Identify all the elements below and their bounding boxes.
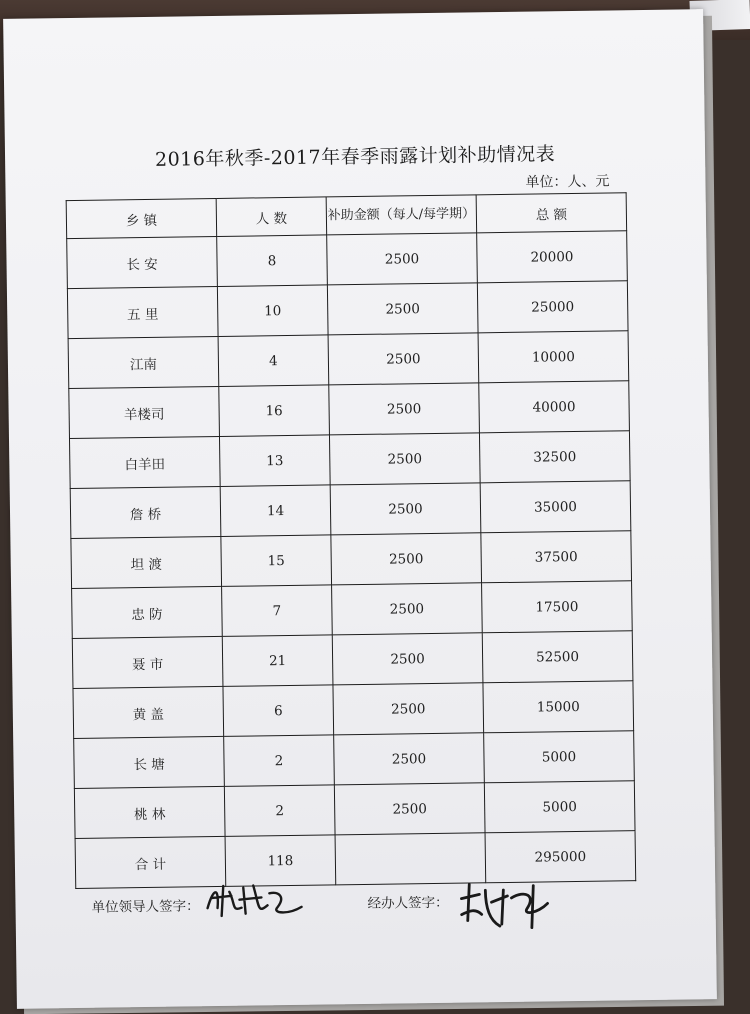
cell-count: 6 [223, 685, 334, 737]
table-row [71, 531, 632, 589]
cell-town: 五 里 [67, 286, 218, 338]
total-label: 合 计 [75, 836, 226, 888]
cell-total: 32500 [479, 431, 630, 483]
cell-count: 21 [222, 635, 333, 687]
total-count: 118 [225, 835, 336, 887]
cell-total: 15000 [483, 681, 634, 733]
cell-town: 聂 市 [72, 636, 223, 688]
cell-total: 35000 [480, 481, 631, 533]
cell-amount: 2500 [332, 583, 483, 635]
cell-total: 5000 [484, 731, 635, 783]
cell-count: 4 [218, 335, 329, 387]
cell-count: 7 [222, 585, 333, 637]
cell-town: 詹 桥 [70, 486, 221, 538]
cell-town: 羊楼司 [69, 386, 220, 438]
cell-town: 忠 防 [72, 586, 223, 638]
cell-town: 白羊田 [69, 436, 220, 488]
cell-amount: 2500 [333, 683, 484, 735]
cell-count: 13 [219, 435, 330, 487]
header-count: 人 数 [216, 197, 327, 237]
table-row [67, 231, 628, 289]
cell-total: 20000 [477, 231, 628, 283]
document-page [3, 9, 717, 1009]
table-row [72, 631, 633, 689]
table-row [67, 281, 628, 339]
cell-town: 江南 [68, 336, 219, 388]
table-row [68, 331, 629, 389]
cell-amount: 2500 [328, 333, 479, 385]
cell-town: 长 安 [67, 236, 218, 288]
cell-total: 5000 [484, 781, 635, 833]
header-total: 总 额 [476, 193, 627, 233]
cell-count: 16 [219, 385, 330, 437]
leader-signature-scrawl [201, 877, 312, 923]
table-row [69, 381, 630, 439]
cell-amount: 2500 [327, 283, 478, 335]
total-amount [335, 833, 486, 885]
cell-town: 长 塘 [74, 736, 225, 788]
cell-amount: 2500 [327, 233, 478, 285]
unit-label: 单位：人、元 [525, 173, 610, 191]
cell-count: 14 [220, 485, 331, 537]
table-row [72, 581, 633, 639]
table-row [70, 481, 631, 539]
table-row [69, 431, 630, 489]
table-row [74, 731, 635, 789]
handler-signature-scrawl [455, 879, 556, 932]
cell-amount: 2500 [329, 433, 480, 485]
cell-amount: 2500 [329, 383, 480, 435]
cell-total: 52500 [482, 631, 633, 683]
cell-total: 37500 [481, 531, 632, 583]
cell-amount: 2500 [330, 483, 481, 535]
cell-amount: 2500 [334, 783, 485, 835]
subsidy-table [66, 192, 637, 889]
cell-total: 10000 [478, 331, 629, 383]
cell-town: 黄 盖 [73, 686, 224, 738]
header-amount: 补助金额（每人/每学期） [326, 195, 477, 235]
cell-total: 25000 [477, 281, 628, 333]
cell-town: 坦 渡 [71, 536, 222, 588]
cell-count: 2 [224, 735, 335, 787]
total-sum: 295000 [485, 831, 636, 883]
cell-count: 10 [217, 285, 328, 337]
cell-count: 15 [221, 535, 332, 587]
cell-count: 2 [224, 785, 335, 837]
cell-count: 8 [217, 235, 328, 287]
cell-amount: 2500 [331, 533, 482, 585]
handler-signature-label: 经办人签字： [367, 894, 449, 912]
cell-town: 桃 林 [74, 786, 225, 838]
table-row [74, 781, 635, 839]
header-town: 乡 镇 [66, 198, 217, 238]
cell-total: 17500 [482, 581, 633, 633]
cell-amount: 2500 [332, 633, 483, 685]
cell-amount: 2500 [334, 733, 485, 785]
table-row [73, 681, 634, 739]
document-title: 2016年秋季-2017年春季雨露计划补助情况表 [154, 143, 556, 171]
cell-total: 40000 [479, 381, 630, 433]
leader-signature-label: 单位领导人签字： [91, 898, 200, 916]
